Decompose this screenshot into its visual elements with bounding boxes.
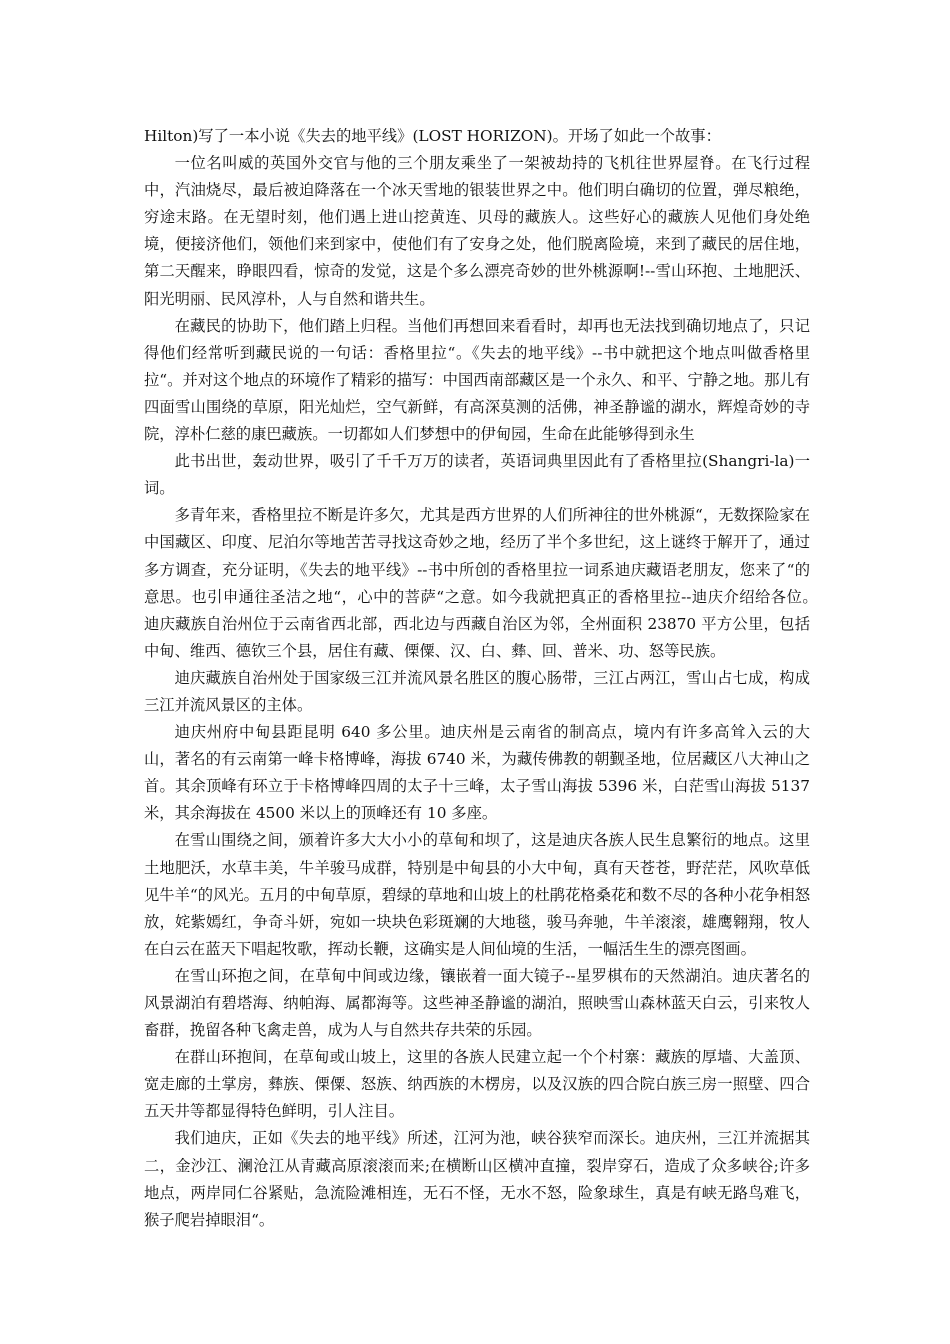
paragraph: 在雪山环抱之间，在草甸中间或边缘，镶嵌着一面大镜子--星罗棋布的天然湖泊。迪庆著名的风景湖泊有碧塔海、纳帕海、属都海等。这些神圣静谧的湖泊，照映雪山森林蓝天白云，引来牧人畜群，挽留各种飞禽走兽，成为人与自然共存共荣的乐园。 — [144, 966, 810, 1040]
paragraph: 一位名叫威的英国外交官与他的三个朋友乘坐了一架被劫持的飞机往世界屋脊。在飞行过程中，汽油烧尽，最后被迫降落在一个冰天雪地的银装世界之中。他们明白确切的位置，弹尽粮绝，穷途末路。在无望时刻，他们遇上进山挖黄连、贝母的藏族人。这些好心的藏族人见他们身处绝境，便接济他们，领他们来到家中，使他们有了安身之处，他们脱离险境，来到了藏民的居住地，第二天醒来，睁眼四看，惊奇的发觉，这是个多么漂亮奇妙的世外桃源啊!--雪山环抱、土地肥沃、阳光明丽、民风淳朴，人与自然和谐共生。 — [144, 154, 810, 308]
paragraph: 在藏民的协助下，他们踏上归程。当他们再想回来看看时，却再也无法找到确切地点了，只记得他们经常听到藏民说的一句话：香格里拉“。《失去的地平线》--书中就把这个地点叫做香格里拉“。并对这个地点的环境作了精彩的描写：中国西南部藏区是一个永久、和平、宁静之地。那儿有四面雪山围绕的草原，阳光灿烂，空气新鲜，有高深莫测的活佛，神圣静谧的湖水，辉煌奇妙的寺院，淳朴仁慈的康巴藏族。一切都如人们梦想中的伊甸园，生命在此能够得到永生 — [144, 316, 810, 444]
paragraph: 迪庆州府中甸县距昆明 640 多公里。迪庆州是云南省的制高点，境内有许多高耸入云的大山，著名的有云南第一峰卡格博峰，海拔 6740 米，为藏传佛教的朝觐圣地，位居藏区八大神山之首。其余顶峰有环立于卡格博峰四周的太子十三峰，太子雪山海拔 5396 米，白茫雪山海拔 5137 米，其余海拔在 4500 米以上的顶峰还有 10 多座。 — [144, 723, 810, 823]
paragraph: Hilton)写了一本小说《失去的地平线》(LOST HORIZON)。开场了如此一个故事： — [144, 127, 721, 145]
paragraph: 我们迪庆，正如《失去的地平线》所述，江河为池，峡谷狭窄而深长。迪庆州，三江并流据其二，金沙江、澜沧江从青藏高原滚滚而来;在横断山区横冲直撞，裂岸穿石，造成了众多峡谷;许多地点，两岸同仁谷紧贴，急流险滩相连，无石不怪，无水不怒，险象球生，真是有峡无路鸟难飞，猴子爬岩掉眼泪“。 — [144, 1129, 810, 1229]
paragraph: 此书出世，轰动世界，吸引了千千万万的读者，英语词典里因此有了香格里拉(Shangri-la)一词。 — [144, 452, 810, 498]
paragraph: 在雪山围绕之间，颁着许多大大小小的草甸和坝了，这是迪庆各族人民生息繁衍的地点。这里土地肥沃，水草丰美，牛羊骏马成群，特别是中甸县的小大中甸，真有天苍苍，野茫茫，风吹草低见牛羊“的风光。五月的中甸草原，碧绿的草地和山坡上的杜鹃花格桑花和数不尽的各种小花争相怒放，姹紫嫣红，争奇斗妍，宛如一块块色彩斑斓的大地毯，骏马奔驰，牛羊滚滚，雄鹰翱翔，牧人在白云在蓝天下唱起牧歌，挥动长鞭，这确实是人间仙境的生活，一幅活生生的漂亮图画。 — [144, 831, 810, 958]
paragraph: 迪庆藏族自治州处于国家级三江并流风景名胜区的腹心肠带，三江占两江，雪山占七成，构成三江并流风景区的主体。 — [144, 668, 810, 714]
paragraph: 在群山环抱间，在草甸或山坡上，这里的各族人民建立起一个个村寨：藏族的厚墙、大盖顶、宽走廊的土掌房，彝族、傈僳、怒族、纳西族的木楞房，以及汉族的四合院白族三房一照壁、四合五天井等都显得特色鲜明，引人注目。 — [144, 1048, 810, 1121]
document-body — [144, 123, 841, 1234]
paragraph: 多青年来，香格里拉不断是许多欠，尤其是西方世界的人们所神往的世外桃源“，无数探险家在中国藏区、印度、尼泊尔等地苦苦寻找这奇妙之地，经历了半个多世纪，这上谜终于解开了，通过多方调查，充分证明，《失去的地平线》--书中所创的香格里拉一词系迪庆藏语老朋友，您来了“的意思。也引申通往圣洁之地“，心中的菩萨“之意。如今我就把真正的香格里拉--迪庆介绍给各位。 迪庆藏族自治州位于云南省西北部，西北边与西藏自治区为邻，全州面积 23870 平方公里，包括中甸、维西、德钦三个县，居住有藏、傈僳、汉、白、彝、回、普米、功、怒等民族。 — [144, 506, 841, 660]
